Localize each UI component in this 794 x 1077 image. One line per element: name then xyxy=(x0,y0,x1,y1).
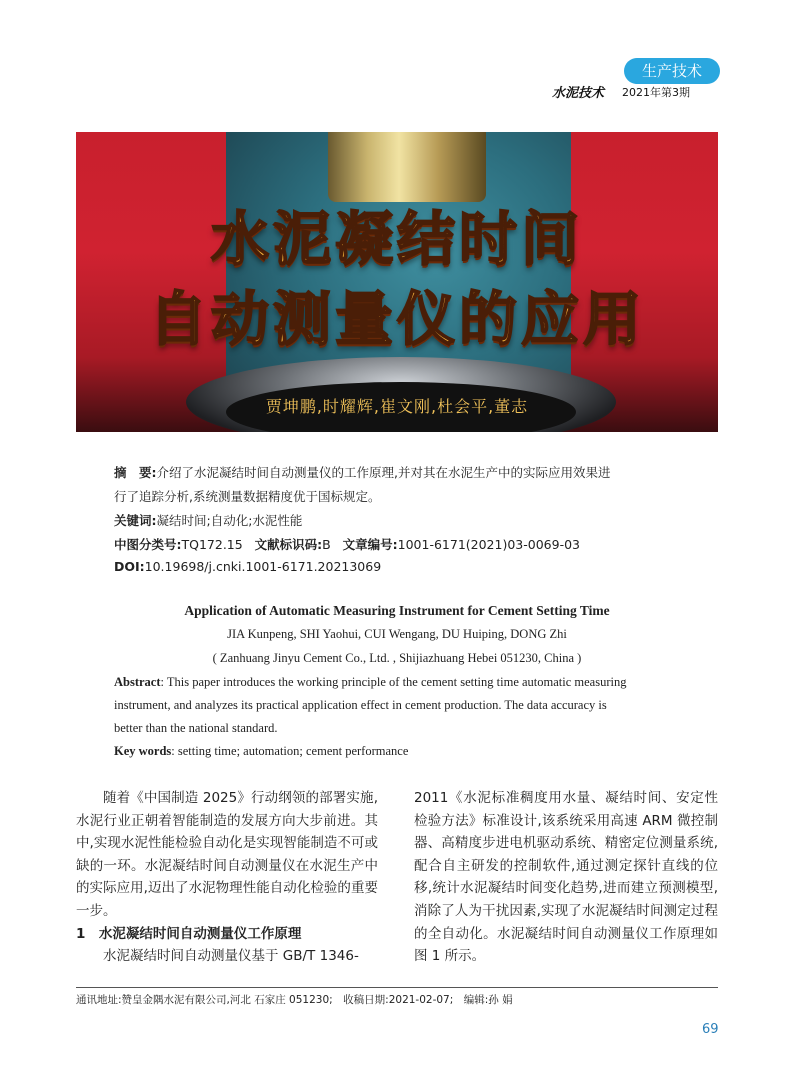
keywords-cn xyxy=(114,511,302,529)
keywords-cn-value: 凝结时间;自动化;水泥性能 xyxy=(156,513,303,528)
body-column-right xyxy=(414,787,718,968)
body-column-left xyxy=(76,787,378,968)
footnote-rule xyxy=(76,987,718,988)
english-authors: JIA Kunpeng, SHI Yaohui, CUI Wengang, DU Huiping, DONG Zhi xyxy=(227,627,567,641)
body-paragraph-2: 水泥凝结时间自动测量仪基于 GB/T 1346- xyxy=(103,948,359,965)
journal-name: 水泥技术 xyxy=(552,86,605,101)
page-number: 69 xyxy=(702,1022,719,1037)
abstract-cn-text1: 介绍了水泥凝结时间自动测量仪的工作原理,并对其在水泥生产中的实际应用效果进 xyxy=(156,465,611,480)
body-paragraph-1: 随着《中国制造 2025》行动纲领的部署实施,水泥行业正朝着智能制造的发展方向大步前进。其中,实现水泥性能检验自动化是实现智能制造不可或缺的一环。水泥凝结时间自动测量仪在水泥生产中的实际应用,迈出了水泥物理性能自动化检验的重要一步。 xyxy=(76,790,378,919)
english-keywords xyxy=(114,744,408,759)
english-keywords-value: : setting time; automation; cement performance xyxy=(171,744,409,758)
class-value: TQ172.15 xyxy=(181,537,243,552)
article-title-line1: 水泥凝结时间 xyxy=(210,205,583,273)
english-abstract-line3: better than the national standard. xyxy=(114,721,278,735)
authors-chinese: 贾坤鹏,时耀辉,崔文刚,杜会平,董志 xyxy=(265,397,529,416)
english-abstract-line1 xyxy=(114,675,626,690)
abstract-cn-label: 摘 要: xyxy=(114,465,157,480)
english-abstract-line2: instrument, and analyzes its practical application effect in cement production. The data accuracy is xyxy=(114,698,607,712)
article-no-label: 文章编号: xyxy=(342,537,398,552)
class-label: 中图分类号: xyxy=(114,537,182,552)
section-tag: 生产技术 xyxy=(624,58,720,84)
english-keywords-label: Key words xyxy=(114,744,172,758)
body-paragraph-3: 2011《水泥标准稠度用水量、凝结时间、安定性检验方法》标准设计,该系统采用高速 ARM 微控制器、高精度步进电机驱动系统、精密定位测量系统,配合自主研发的控制软件,通过测定探针直线的位移,统计水泥凝结时间变化趋势,进而建立预测模型,消除了人为干扰因素,实现了水泥凝结时间测定过程的全自动化。水泥凝结时间自动测量仪工作原理如图 1 所示。 xyxy=(414,790,718,965)
doi-value: 10.19698/j.cnki.1001-6171.20213069 xyxy=(144,559,382,574)
article-title-line2: 自动测量仪的应用 xyxy=(148,285,645,353)
english-affiliation: ( Zanhuang Jinyu Cement Co., Ltd. , Shijiazhuang Hebei 051230, China ) xyxy=(212,651,582,665)
footnote: 通讯地址:赞皇金隅水泥有限公司,河北 石家庄 051230; 收稿日期:2021-02-07; 编辑:孙 娟 xyxy=(76,994,513,1006)
keywords-cn-label: 关键词: xyxy=(114,513,157,528)
section-heading-1: 1 水泥凝结时间自动测量仪工作原理 xyxy=(76,925,302,942)
abstract-cn-line1 xyxy=(114,463,610,481)
english-title: Application of Automatic Measuring Instrument for Cement Setting Time xyxy=(184,603,610,618)
title-banner xyxy=(76,132,718,432)
doi-label: DOI: xyxy=(114,559,145,574)
english-abstract-text1: : This paper introduces the working principle of the cement setting time automatic measuring xyxy=(160,675,627,689)
doc-code-label: 文献标识码: xyxy=(254,537,323,552)
abstract-cn-line2: 行了追踪分析,系统测量数据精度优于国标规定。 xyxy=(114,489,381,504)
doc-code-value: B xyxy=(322,537,331,552)
issue-number: 2021年第3期 xyxy=(622,86,690,99)
english-abstract-label: Abstract xyxy=(114,675,161,689)
classification-line xyxy=(114,535,580,553)
doi-line xyxy=(114,559,381,574)
article-no-value: 1001-6171(2021)03-0069-03 xyxy=(397,537,580,552)
